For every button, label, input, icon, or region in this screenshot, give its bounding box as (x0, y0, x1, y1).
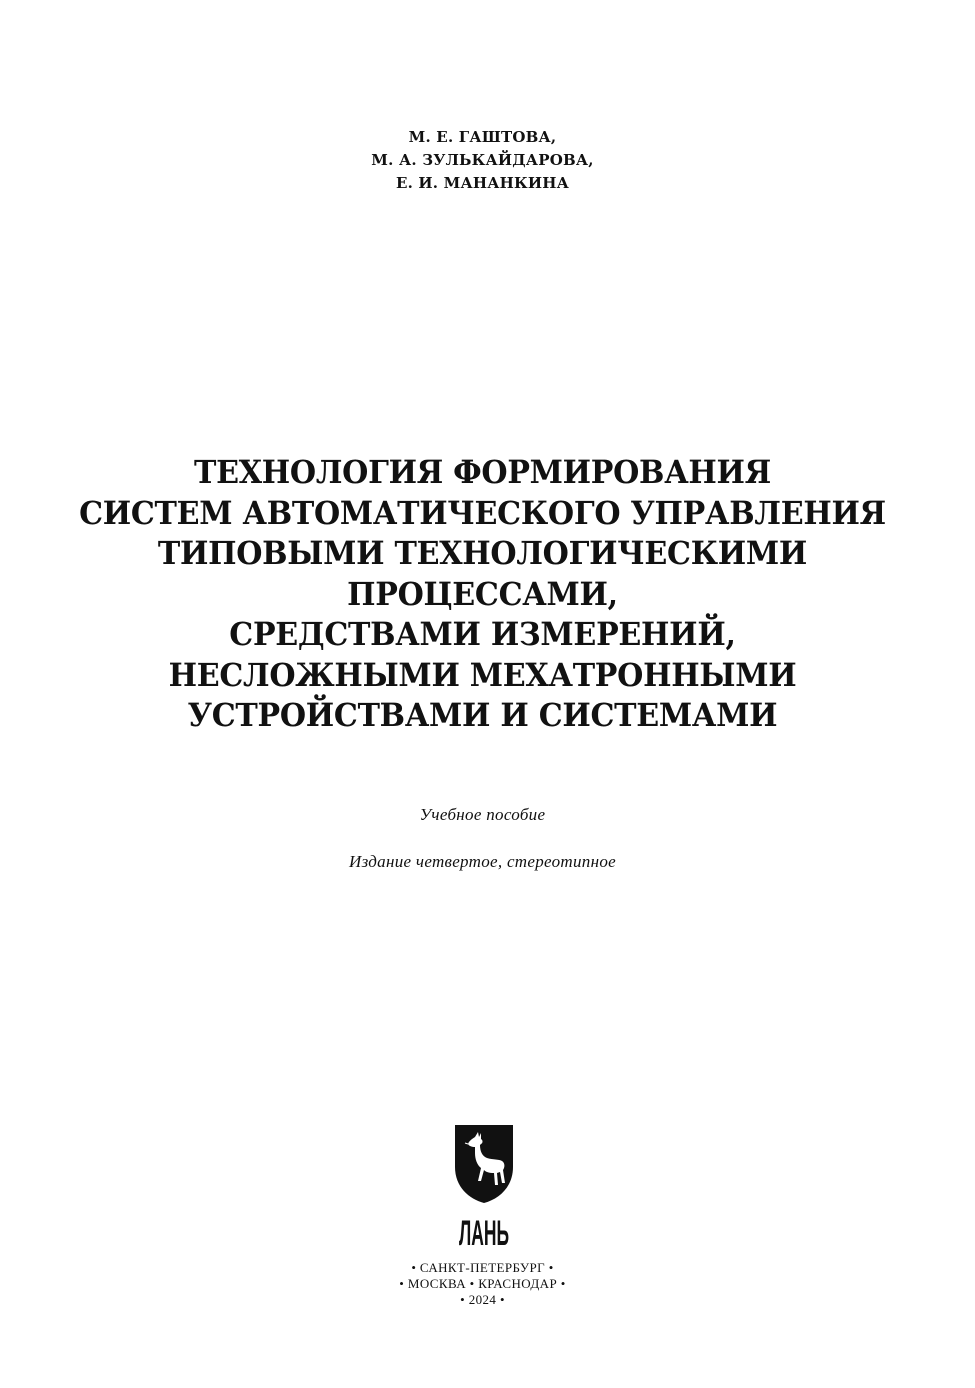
book-type: Учебное пособие (419, 805, 546, 824)
title-line: НЕСЛОЖНЫМИ МЕХАТРОННЫМИ (168, 655, 797, 694)
publication-year: • 2024 • (460, 1292, 505, 1307)
title-line: СИСТЕМ АВТОМАТИЧЕСКОГО УПРАВЛЕНИЯ (79, 493, 886, 532)
title-line: УСТРОЙСТВАМИ И СИСТЕМАМИ (187, 696, 778, 734)
city-line: • САНКТ-ПЕТЕРБУРГ • (411, 1260, 554, 1275)
authors-block (0, 126, 965, 195)
publisher-logo (453, 1123, 515, 1254)
author-1: М. Е. ГАШТОВА, (408, 128, 557, 146)
book-title (29, 452, 936, 736)
publisher-logo-text: ЛАНЬ (459, 1213, 509, 1254)
doe-on-shield-icon (455, 1125, 513, 1203)
edition-note: Издание четвертое, стереотипное (349, 852, 616, 871)
city-line: • МОСКВА • КРАСНОДАР • (399, 1276, 566, 1291)
author-2: М. А. ЗУЛЬКАЙДАРОВА, (371, 151, 594, 169)
title-line: СРЕДСТВАМИ ИЗМЕРЕНИЙ, (229, 615, 736, 653)
title-line: ТЕХНОЛОГИЯ ФОРМИРОВАНИЯ (193, 453, 771, 491)
publisher-info (0, 1260, 965, 1308)
author-3: Е. И. МАНАНКИНА (395, 174, 570, 192)
title-line: ПРОЦЕССАМИ, (347, 574, 618, 613)
title-line: ТИПОВЫМИ ТЕХНОЛОГИЧЕСКИМИ (157, 534, 808, 572)
